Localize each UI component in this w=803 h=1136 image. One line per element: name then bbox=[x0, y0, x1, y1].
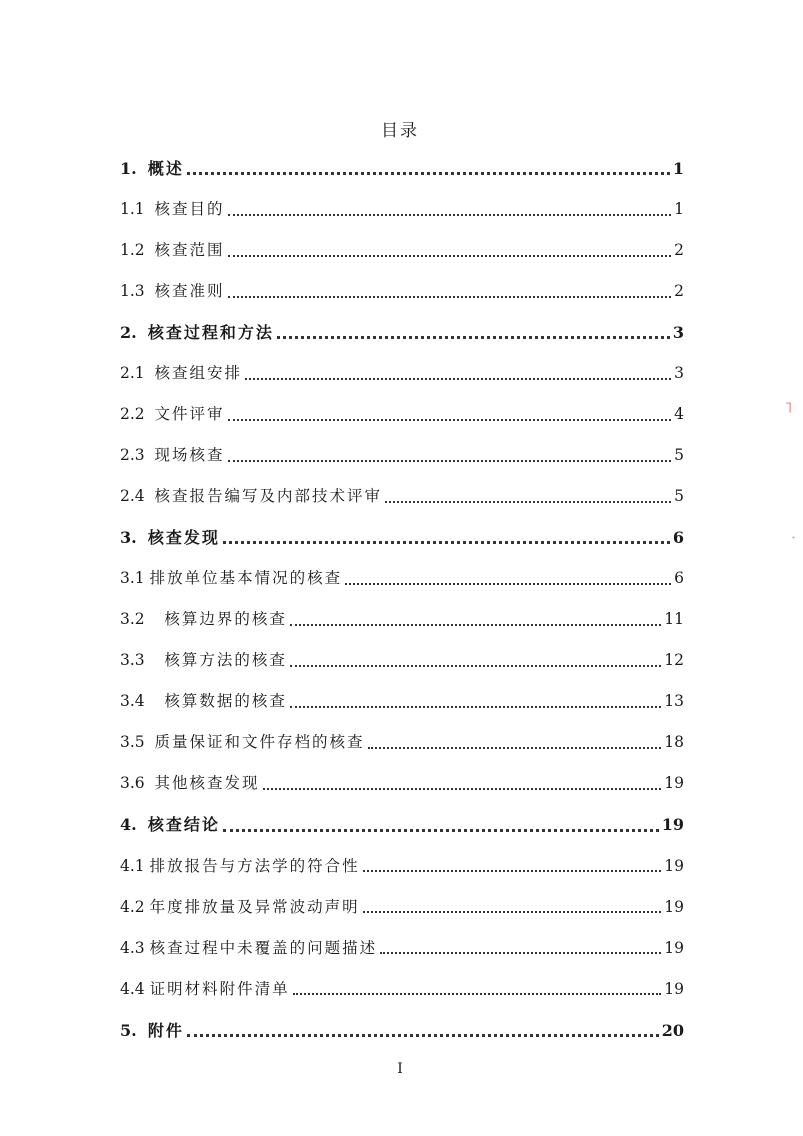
toc-entry-number: 5. bbox=[120, 1020, 148, 1040]
toc-entry-number: 3.6 bbox=[120, 774, 155, 793]
toc-entry[interactable] bbox=[120, 805, 684, 846]
toc-entry[interactable] bbox=[120, 887, 684, 928]
toc-entry-label: 核算边界的核查 bbox=[164, 610, 287, 629]
toc-entry[interactable] bbox=[120, 517, 684, 558]
dot-leader bbox=[345, 583, 671, 585]
toc-entry[interactable] bbox=[120, 928, 684, 969]
stamp-fragment: · bbox=[783, 534, 803, 541]
toc-entry-number: 1.2 bbox=[120, 240, 155, 259]
dot-leader bbox=[228, 460, 672, 462]
toc-entry[interactable] bbox=[120, 969, 684, 1010]
toc-entry-number: 3.2 bbox=[120, 610, 165, 629]
toc-entry-page: 2 bbox=[674, 240, 684, 259]
toc-entry-label: 文件评审 bbox=[154, 405, 225, 424]
toc-entry[interactable] bbox=[120, 435, 684, 476]
toc-entry-page: 6 bbox=[672, 527, 684, 547]
toc-entry-number: 4. bbox=[120, 815, 148, 835]
toc-entry-label: 核查准则 bbox=[154, 281, 225, 300]
toc-entry-label: 核算方法的核查 bbox=[164, 651, 287, 670]
toc-entry-page: 19 bbox=[661, 815, 684, 835]
toc-entry[interactable] bbox=[120, 682, 684, 723]
dot-leader bbox=[228, 214, 672, 216]
toc-entry-label: 核查结论 bbox=[147, 815, 220, 835]
toc-entry-number: 4.2 bbox=[120, 897, 150, 916]
toc-entry[interactable] bbox=[120, 641, 684, 682]
toc-entry-label: 质量保证和文件存档的核查 bbox=[154, 733, 365, 752]
toc-entry-number: 3. bbox=[120, 527, 148, 547]
toc-entry[interactable] bbox=[120, 1010, 684, 1051]
toc-entry[interactable] bbox=[120, 394, 684, 435]
toc-entry-page: 5 bbox=[674, 487, 684, 506]
toc-entry-page: 4 bbox=[674, 405, 684, 424]
toc-entry-label: 核查过程和方法 bbox=[147, 322, 274, 342]
toc-entry-number: 2.1 bbox=[120, 364, 155, 382]
toc-entry-page: 18 bbox=[664, 733, 684, 752]
toc-entry-number: 1.1 bbox=[120, 199, 155, 218]
toc-entry-label: 排放单位基本情况的核查 bbox=[149, 569, 343, 588]
toc-entry-page: 19 bbox=[664, 856, 684, 875]
dot-leader bbox=[223, 829, 659, 832]
toc-list bbox=[120, 148, 684, 1051]
toc-entry[interactable] bbox=[120, 600, 684, 641]
toc-entry-number: 2.3 bbox=[120, 446, 155, 465]
toc-entry-number: 4.1 bbox=[120, 856, 150, 875]
toc-entry-page: 3 bbox=[674, 364, 684, 382]
toc-entry-number: 1. bbox=[120, 158, 148, 178]
toc-entry-page: 20 bbox=[661, 1020, 684, 1040]
toc-entry-number: 3.3 bbox=[120, 651, 165, 670]
dot-leader bbox=[290, 706, 661, 708]
toc-entry-page: 12 bbox=[664, 651, 684, 670]
dot-leader bbox=[245, 378, 671, 380]
toc-entry-number: 3.4 bbox=[120, 692, 165, 711]
toc-entry-number: 2.4 bbox=[120, 487, 155, 506]
toc-entry-label: 排放报告与方法学的符合性 bbox=[149, 856, 360, 875]
toc-entry[interactable] bbox=[120, 723, 684, 764]
toc-entry-page: 13 bbox=[664, 692, 684, 711]
dot-leader bbox=[368, 747, 662, 749]
toc-entry-number: 3.1 bbox=[120, 569, 150, 588]
page-number: I bbox=[397, 1061, 403, 1077]
toc-entry-label: 现场核查 bbox=[154, 446, 225, 465]
toc-entry[interactable] bbox=[120, 353, 684, 394]
stamp-fragment: ⌐ bbox=[779, 400, 799, 415]
toc-entry-label: 核查目的 bbox=[154, 199, 225, 218]
dot-leader bbox=[228, 255, 672, 257]
dot-leader bbox=[263, 788, 662, 790]
toc-entry-page: 2 bbox=[674, 281, 684, 300]
dot-leader bbox=[223, 541, 670, 544]
toc-entry[interactable] bbox=[120, 558, 684, 599]
toc-entry-page: 5 bbox=[674, 446, 684, 465]
dot-leader bbox=[363, 911, 662, 913]
toc-entry-page: 6 bbox=[674, 569, 684, 588]
toc-entry[interactable] bbox=[120, 312, 684, 353]
toc-entry[interactable] bbox=[120, 230, 684, 271]
toc-entry-page: 19 bbox=[664, 897, 684, 916]
toc-entry-label: 证明材料附件清单 bbox=[149, 979, 290, 998]
dot-leader bbox=[277, 336, 670, 339]
dot-leader bbox=[363, 870, 662, 872]
toc-entry-label: 核查过程中未覆盖的问题描述 bbox=[149, 938, 378, 957]
toc-entry-page: 1 bbox=[674, 199, 684, 218]
dot-leader bbox=[187, 1034, 659, 1037]
toc-entry-label: 概述 bbox=[147, 158, 184, 178]
toc-entry[interactable] bbox=[120, 189, 684, 230]
toc-entry-number: 4.3 bbox=[120, 938, 150, 957]
toc-entry[interactable] bbox=[120, 148, 684, 189]
toc-entry-page: 19 bbox=[664, 979, 684, 998]
toc-entry-page: 11 bbox=[664, 610, 684, 629]
toc-entry-page: 19 bbox=[664, 774, 684, 793]
toc-title: 目录 bbox=[381, 121, 419, 141]
toc-entry-page: 3 bbox=[672, 322, 684, 342]
toc-entry-label: 核算数据的核查 bbox=[164, 692, 287, 711]
toc-entry[interactable] bbox=[120, 764, 684, 805]
dot-leader bbox=[290, 665, 661, 667]
toc-entry-label: 其他核查发现 bbox=[154, 774, 260, 793]
toc-entry-label: 附件 bbox=[147, 1020, 184, 1040]
toc-entry[interactable] bbox=[120, 476, 684, 517]
toc-entry-label: 年度排放量及异常波动声明 bbox=[149, 897, 360, 916]
dot-leader bbox=[290, 624, 661, 626]
toc-entry[interactable] bbox=[120, 271, 684, 312]
toc-entry-number: 2. bbox=[120, 322, 148, 342]
toc-entry-page: 19 bbox=[664, 938, 684, 957]
toc-entry-label: 核查发现 bbox=[147, 527, 220, 547]
dot-leader bbox=[228, 296, 672, 298]
toc-entry-number: 1.3 bbox=[120, 281, 155, 300]
toc-entry-page: 1 bbox=[672, 158, 684, 178]
toc-entry-label: 核查组安排 bbox=[154, 364, 243, 382]
toc-entry-number: 4.4 bbox=[120, 979, 150, 998]
dot-leader bbox=[385, 501, 671, 503]
dot-leader bbox=[187, 172, 670, 175]
toc-entry-number: 2.2 bbox=[120, 405, 155, 424]
dot-leader bbox=[293, 993, 662, 995]
dot-leader bbox=[380, 952, 661, 954]
toc-entry[interactable] bbox=[120, 846, 684, 887]
dot-leader bbox=[228, 419, 672, 421]
toc-entry-label: 核查范围 bbox=[154, 240, 225, 259]
toc-entry-label: 核查报告编写及内部技术评审 bbox=[154, 487, 383, 506]
toc-entry-number: 3.5 bbox=[120, 733, 155, 752]
